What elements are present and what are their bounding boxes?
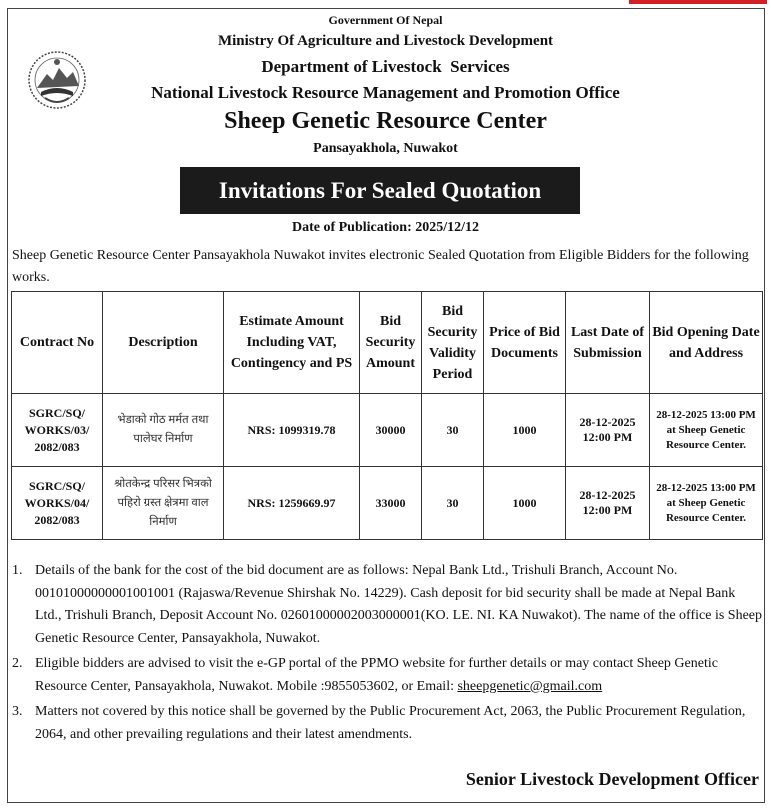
security-amount: 33000 [360,467,422,540]
estimate-amount: NRS: 1099319.78 [224,394,360,467]
corner-accent-bar [629,0,767,4]
col-header-validity: Bid Security Validity Period [422,292,484,394]
note-item [12,560,762,650]
contract-no: SGRC/SQ/ WORKS/03/ 2082/083 [12,394,103,467]
col-header-contract: Contract No [12,292,103,394]
table-row [12,394,763,467]
note-text: Details of the bank for the cost of the bid document are as follows: Nepal Bank Ltd., Trishuli Branch, Account No. 00101000000001001001 (Rajaswa/Revenue Shirshak No. 14229). Cash deposit for bid security shall be made at Nepal Bank Ltd., Trishuli Branch, Deposit Account No. 02601000002003000001(KO. LE. NI. KA Nuwakot). The name of the office is Sheep Genetic Resource Center, Pansayakhola, Nuwakot. [35,563,763,646]
center-title: Sheep Genetic Resource Center [224,108,547,134]
note-text: Matters not covered by this notice shall be governed by the Public Procurement Act, 2063, the Public Procurement Regulation, 2064, and other prevailing regulations and their latest amendments. [35,704,746,742]
location-line: Pansayakhola, Nuwakot [313,141,458,156]
works-table [11,291,763,540]
office-line: National Livestock Resource Management and Promotion Office [151,83,620,102]
note-number: 1. [12,563,23,578]
description: श्रोतकेन्द्र परिसर भित्रको पहिरो ग्रस्त क्षेत्रमा वाल निर्माण [103,467,224,540]
col-header-description: Description [103,292,224,394]
document-price: 1000 [484,467,566,540]
department-line: Department of Livestock Services [261,57,510,76]
government-line: Government Of Nepal [328,13,443,27]
contract-no: SGRC/SQ/ WORKS/04/ 2082/083 [12,467,103,540]
col-header-last-date: Last Date of Submission [566,292,650,394]
validity-period: 30 [422,394,484,467]
col-header-opening: Bid Opening Date and Address [650,292,763,394]
notice-title-banner: Invitations For Sealed Quotation [180,167,580,214]
note-text: Eligible bidders are advised to visit the e-GP portal of the PPMO website for further details or may contact Sheep Genetic Resource Center, Pansayakhola, Nuwakot. Mobile :9855053602, or Email: [35,656,718,694]
publication-date: Date of Publication: 2025/12/12 [291,220,480,235]
col-header-estimate: Estimate Amount Including VAT, Contingency and PS [224,292,360,394]
note-item [12,653,762,698]
security-amount: 30000 [360,394,422,467]
intro-paragraph: Sheep Genetic Resource Center Pansayakhola Nuwakot invites electronic Sealed Quotation from Eligible Bidders for the following works. [12,248,749,285]
last-date: 28-12-2025 12:00 PM [566,394,650,467]
estimate-amount: NRS: 1259669.97 [224,467,360,540]
last-date: 28-12-2025 12:00 PM [566,467,650,540]
ministry-line: Ministry Of Agriculture and Livestock Development [217,33,554,49]
table-header-row [12,292,763,394]
validity-period: 30 [422,467,484,540]
description: भेडाको गोठ मर्मत तथा पालेघर निर्माण [103,394,224,467]
opening-details: 28-12-2025 13:00 PM at Sheep Genetic Resource Center. [650,394,763,467]
note-item [12,701,762,746]
opening-details: 28-12-2025 13:00 PM at Sheep Genetic Resource Center. [650,467,763,540]
document-price: 1000 [484,394,566,467]
col-header-price: Price of Bid Documents [484,292,566,394]
contact-email-link[interactable]: sheepgenetic@gmail.com [457,678,603,694]
note-number: 2. [12,656,23,671]
table-row [12,467,763,540]
notes-list [12,560,762,749]
signatory-title: Senior Livestock Development Officer [465,769,759,789]
note-number: 3. [12,704,23,719]
col-header-security: Bid Security Amount [360,292,422,394]
